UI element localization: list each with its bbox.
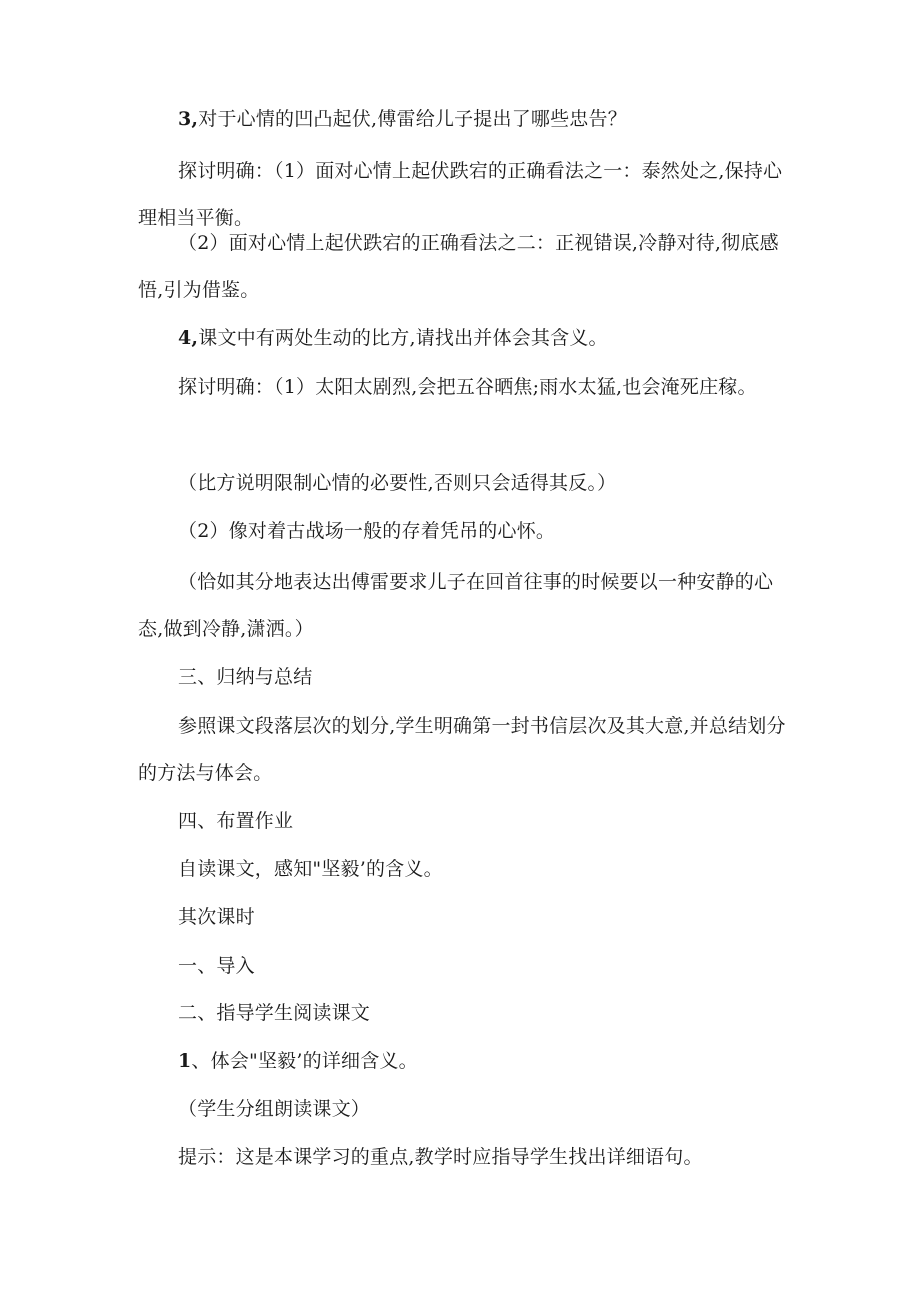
question-text: 对于心情的凹凸起伏,傅雷给儿子提出了哪些忠告？ — [198, 108, 627, 130]
answer-4-part-1: 探讨明确：（1）太阳太剧烈,会把五谷晒焦;雨水太猛,也会淹死庄稼。 — [178, 376, 757, 398]
question-3 — [138, 96, 798, 143]
homework-text: 自读课文，感知"坚毅’的含义。 — [178, 858, 443, 880]
item-1-note: （学生分组朗读课文） — [178, 1098, 371, 1120]
answer-4-note-1: （比方说明限制心情的必要性,否则只会适得其反。） — [178, 472, 617, 494]
question-number: 3, — [178, 108, 199, 130]
question-number: 4, — [178, 327, 199, 349]
answer-3-part-2: （2）面对心情上起伏跌宕的正确看法之二：正视错误,冷静对待,彻底感悟,引为借鉴。 — [138, 232, 779, 301]
answer-4-part-2: （2）像对着古战场一般的存着凭吊的心怀。 — [178, 520, 556, 542]
answer-4-note-2: （恰如其分地表达出傅雷要求儿子在回首往事的时候要以一种安静的心态,做到冷静,潇洒。） — [138, 571, 774, 640]
question-text: 课文中有两处生动的比方,请找出并体会其含义。 — [198, 327, 608, 349]
summary-text: 参照课文段落层次的划分,学生明确第一封书信层次及其大意,并总结划分的方法与体会。 — [138, 715, 786, 784]
lesson-heading-second: 其次课时 — [178, 906, 255, 928]
section-heading-summary: 三、归纳与总结 — [178, 666, 313, 688]
item-number: 1 — [178, 1050, 192, 1072]
item-1 — [138, 1038, 798, 1085]
question-4 — [138, 315, 798, 362]
item-text: 、体会"坚毅’的详细含义。 — [191, 1050, 418, 1072]
section-heading-homework: 四、布置作业 — [178, 810, 294, 832]
section-heading-reading: 二、指导学生阅读课文 — [178, 1002, 371, 1024]
section-heading-intro: 一、导入 — [178, 955, 255, 977]
answer-3-part-1: 探讨明确：（1）面对心情上起伏跌宕的正确看法之一：泰然处之,保持心理相当平衡。 — [138, 160, 783, 229]
tip-text: 提示：这是本课学习的重点,教学时应指导学生找出详细语句。 — [178, 1146, 703, 1168]
